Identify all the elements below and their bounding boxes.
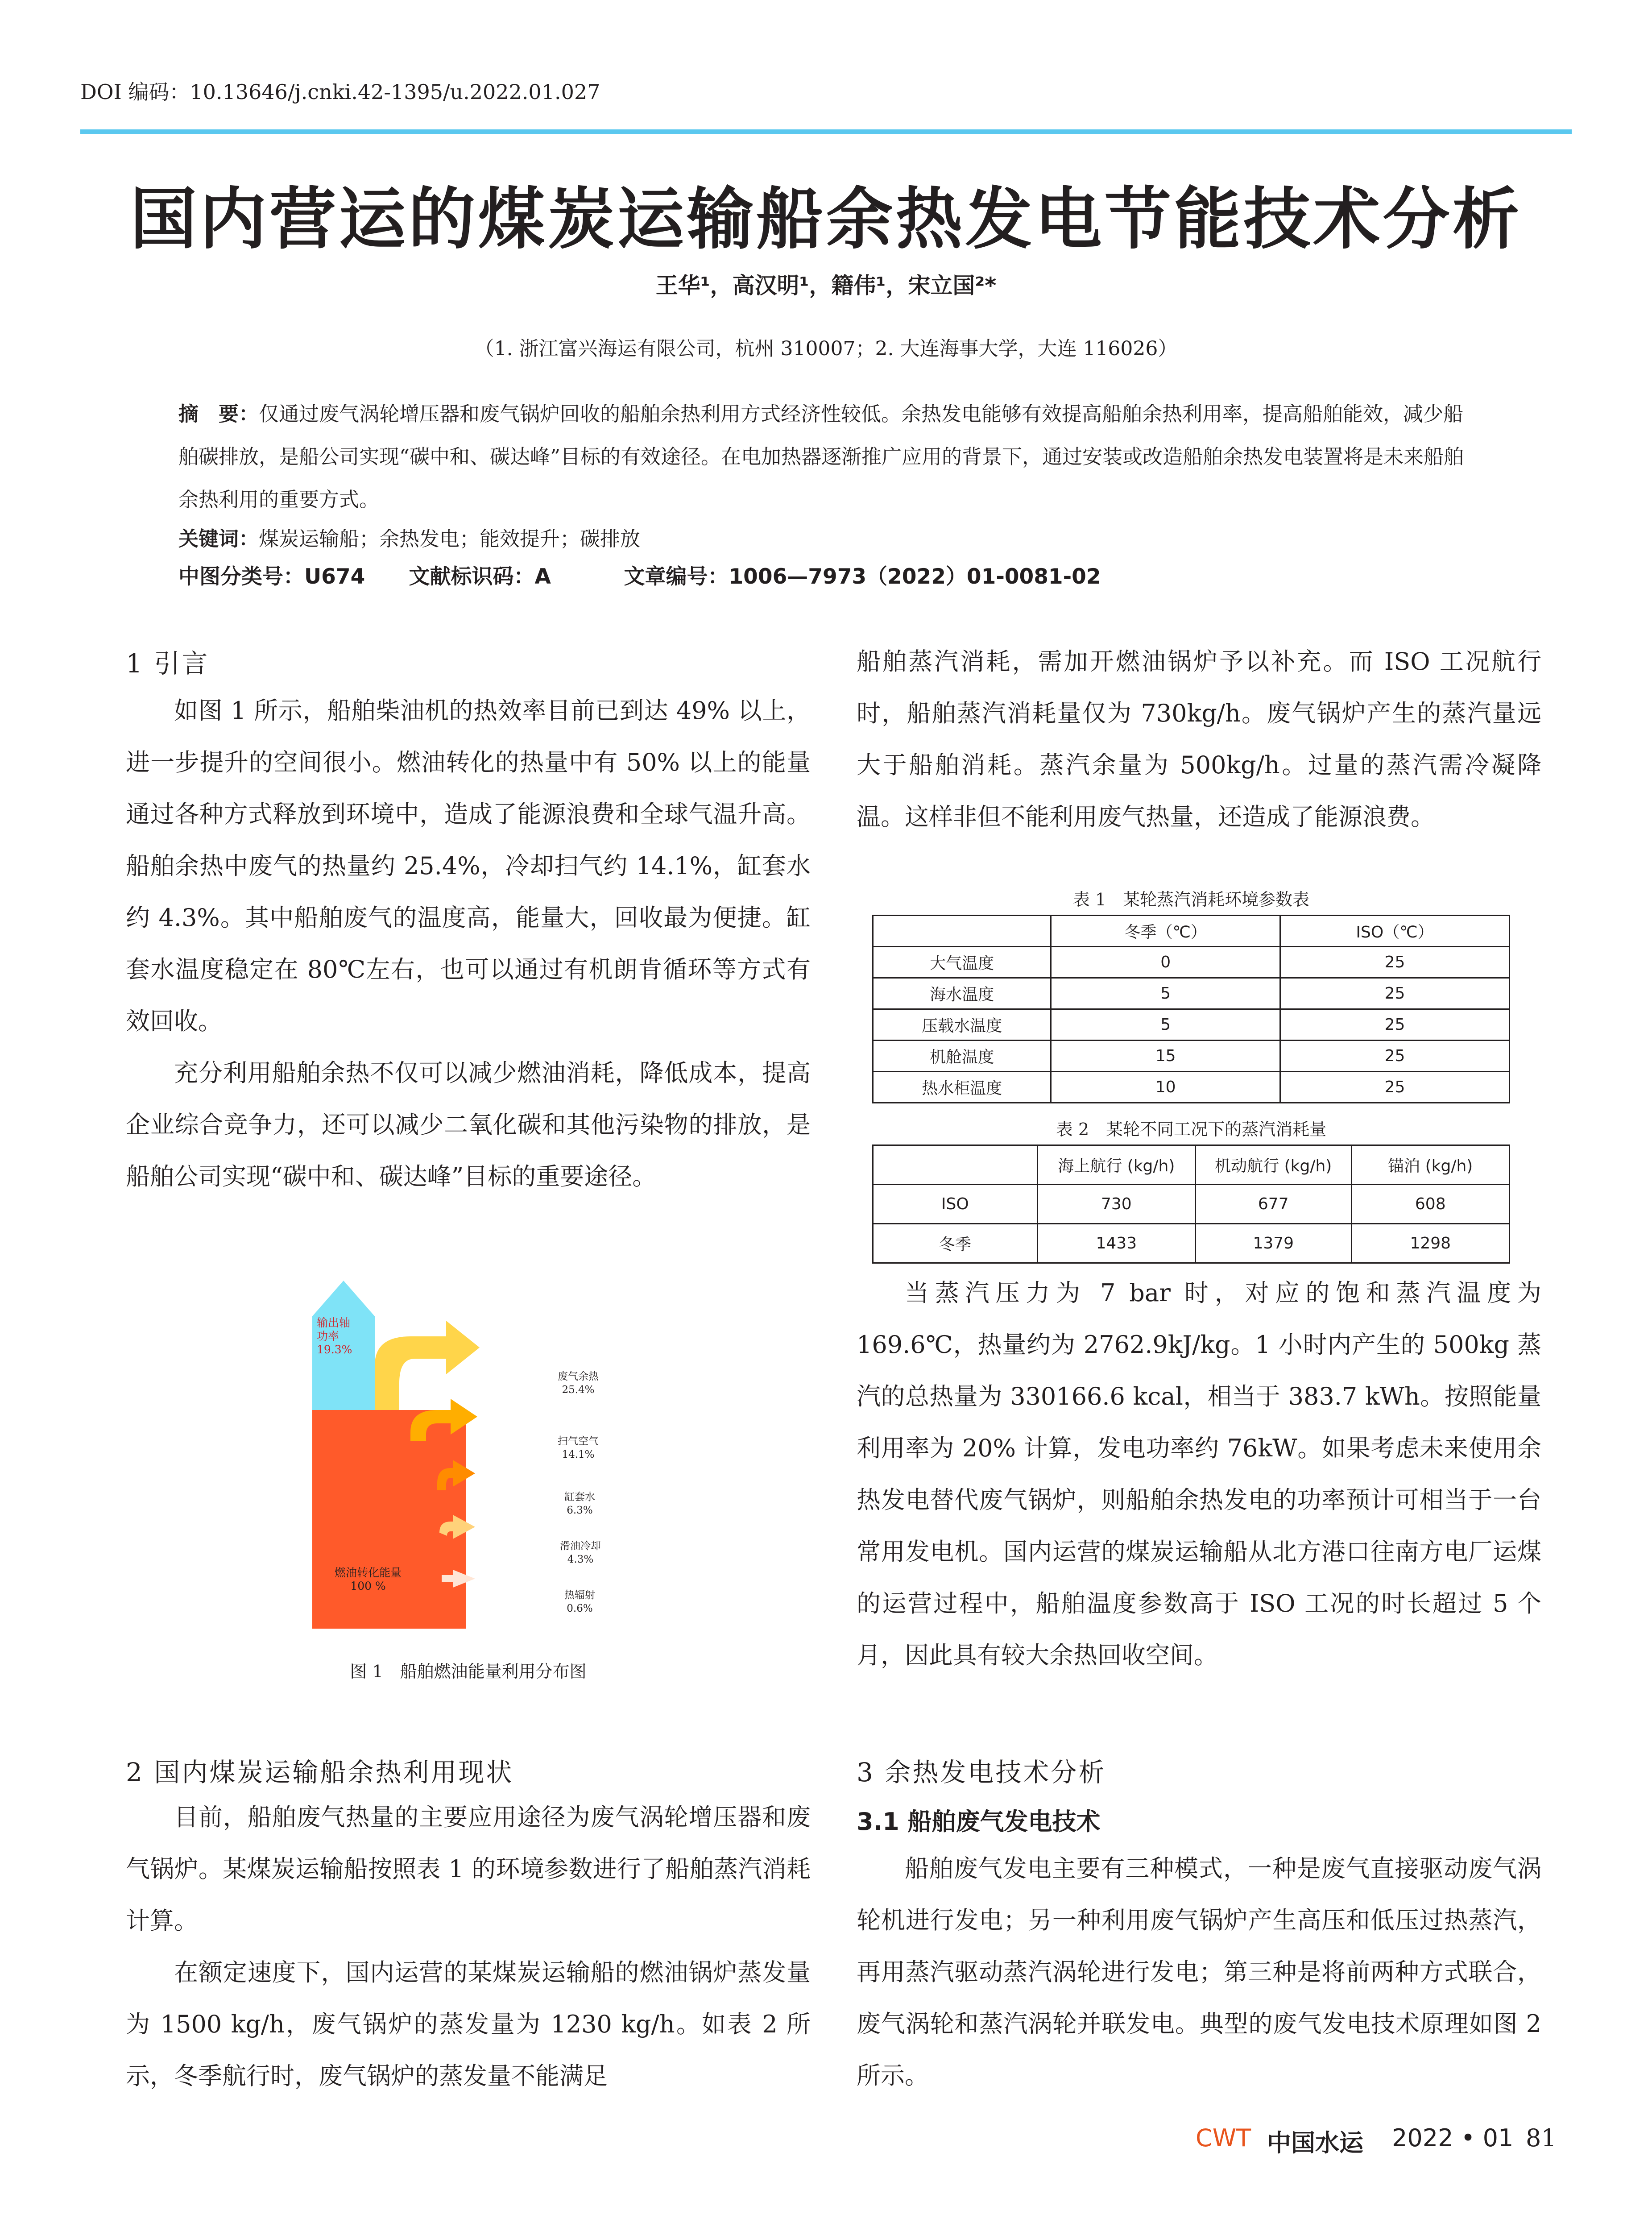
paragraph: 当蒸汽压力为 7 bar 时，对应的饱和蒸汽温度为 169.6℃，热量约为 2762.9kJ/kg。1 小时内产生的 500kg 蒸汽的总热量为 330166.6 kcal，相当于 383.7 kWh。按照能量利用率为 20% 计算，发电功率约 76kW。如果考虑未来使用余热发电替代废气锅炉，则船舶余热发电的功率预计可相当于一台常用发电机。国内运营的煤炭运输船从北方港口往南方电厂运煤的运营过程中，船舶温度参数高于 ISO 工况的时长超过 5 个月，因此具有较大余热回收空间。: [857, 1279, 1541, 1669]
table-cell: 大气温度: [873, 947, 1051, 978]
page-number: 81: [1526, 2124, 1557, 2152]
table-header-cell: 机动航行 (kg/h): [1196, 1145, 1352, 1185]
fuel-energy-block: [312, 1410, 466, 1629]
table-cell: 机舱温度: [873, 1041, 1051, 1072]
table-header-cell: [873, 916, 1051, 947]
affiliation: （1. 浙江富兴海运有限公司，杭州 310007；2. 大连海事大学，大连 116026）: [474, 337, 1178, 360]
paragraph: 充分利用船舶余热不仅可以减少燃油消耗，降低成本，提高企业综合竞争力，还可以减少二氧化碳和其他污染物的排放，是船舶公司实现“碳中和、碳达峰”目标的重要途径。: [126, 1059, 811, 1190]
table-2-caption: 表 2 某轮不同工况下的蒸汽消耗量: [1056, 1120, 1327, 1139]
author-list: 王华¹，高汉明¹，籍伟¹，宋立国²*: [655, 273, 997, 299]
journal-brand: CWT: [1196, 2124, 1251, 2152]
table-2: [872, 1145, 1510, 1264]
abstract: [178, 393, 1481, 521]
figure-1-caption: 图 1 船舶燃油能量利用分布图: [350, 1662, 587, 1681]
table-cell: 25: [1280, 978, 1510, 1009]
table-cell: 压载水温度: [873, 1009, 1051, 1041]
table-cell: 608: [1351, 1185, 1509, 1224]
abstract-label: 摘 要：: [178, 402, 259, 426]
table-cell: 0: [1051, 947, 1280, 978]
table-cell: 25: [1280, 947, 1510, 978]
abstract-text: 仅通过废气涡轮增压器和废气锅炉回收的船舶余热利用方式经济性较低。余热发电能够有效提高船舶余热利用率，提高船舶能效，减少船舶碳排放，是船公司实现“碳中和、碳达峰”目标的有效途径。在电加热器逐渐推广应用的背景下，通过安装或改造船舶余热发电装置将是未来船舶余热利用的重要方式。: [178, 402, 1464, 511]
table-row: [873, 1009, 1510, 1041]
journal-name: 中国水运: [1267, 2128, 1363, 2157]
article-title: 国内营运的煤炭运输船余热发电节能技术分析: [130, 180, 1522, 258]
table-cell: 730: [1037, 1185, 1195, 1224]
table-header-row: [873, 1145, 1510, 1185]
table-header-cell: [873, 1145, 1038, 1185]
table-1-caption: 表 1 某轮蒸汽消耗环境参数表: [1072, 890, 1310, 909]
output-label: 滑油冷却 4.3%: [560, 1540, 601, 1565]
paragraph: 在额定速度下，国内运营的某煤炭运输船的燃油锅炉蒸发量为 1500 kg/h，废气锅炉的蒸发量为 1230 kg/h。如表 2 所示，冬季航行时，废气锅炉的蒸发量不能满足: [126, 1958, 811, 2090]
shaft-power-label: 输出轴 功率 19.3%: [317, 1316, 352, 1356]
table-cell: 25: [1280, 1041, 1510, 1072]
table-cell: 1433: [1037, 1224, 1195, 1263]
table-cell: 5: [1051, 978, 1280, 1009]
table-row: [873, 1185, 1510, 1224]
output-label: 热辐射 0.6%: [564, 1589, 595, 1614]
table-cell: ISO: [873, 1185, 1038, 1224]
table-header-cell: 锚泊 (kg/h): [1351, 1145, 1509, 1185]
table-cell: 10: [1051, 1072, 1280, 1103]
exhaust-heat-arrow: [375, 1321, 480, 1410]
section-3-1-body: [857, 1843, 1541, 2102]
table-row: [873, 947, 1510, 978]
table-cell: 25: [1280, 1072, 1510, 1103]
keywords-text: 煤炭运输船；余热发电；能效提升；碳排放: [259, 527, 641, 551]
table-header-row: [873, 916, 1510, 947]
paragraph: 目前，船舶废气热量的主要应用途径为废气涡轮增压器和废气锅炉。某煤炭运输船按照表 1 的环境参数进行了船舶蒸汽消耗计算。: [126, 1803, 811, 1935]
table-cell: 海水温度: [873, 978, 1051, 1009]
table-row: [873, 1072, 1510, 1103]
output-label: 缸套水 6.3%: [564, 1491, 595, 1516]
table-cell: 677: [1196, 1185, 1352, 1224]
clc-number: 中图分类号：U674: [178, 564, 365, 589]
document-code: 文献标识码：A: [409, 564, 551, 589]
table-1: [872, 915, 1510, 1103]
section-1-body: [126, 685, 811, 1203]
table-cell: 冬季: [873, 1224, 1038, 1263]
doi-line: DOI 编码：10.13646/j.cnki.42-1395/u.2022.01.027: [80, 80, 600, 104]
table-cell: 1379: [1196, 1224, 1352, 1263]
table-row: [873, 978, 1510, 1009]
right-column-body: [857, 1267, 1541, 1681]
table-header-cell: 冬季（℃）: [1051, 916, 1280, 947]
keywords: [178, 518, 1481, 560]
figure-1: [308, 1281, 620, 1638]
paragraph: 如图 1 所示，船舶柴油机的热效率目前已到达 49% 以上，进一步提升的空间很小。燃油转化的热量中有 50% 以上的能量通过各种方式释放到环境中，造成了能源浪费和全球气温升高。船舶余热中废气的热量约 25.4%，冷却扫气约 14.1%，缸套水约 4.3%。其中船舶废气的温度高，能量大，回收最为便捷。缸套水温度稳定在 80℃左右，也可以通过有机朗肯循环等方式有效回收。: [126, 697, 811, 1035]
journal-issue: 2022 • 01: [1392, 2124, 1514, 2152]
section-3-heading: 3 余热发电技术分析: [857, 1757, 1106, 1787]
table-header-cell: ISO（℃）: [1280, 916, 1510, 947]
section-1-heading: 1 引言: [126, 648, 210, 679]
paragraph: 船舶蒸汽消耗，需加开燃油锅炉予以补充。而 ISO 工况航行时，船舶蒸汽消耗量仅为 730kg/h。废气锅炉产生的蒸汽量远大于船舶消耗。蒸汽余量为 500kg/h。过量的蒸汽需冷凝降温。这样非但不能利用废气热量，还造成了能源浪费。: [857, 647, 1541, 831]
table-header-cell: 海上航行 (kg/h): [1037, 1145, 1195, 1185]
header-rule: [80, 129, 1572, 134]
table-row: [873, 1224, 1510, 1263]
section-3-1-heading: 3.1 船舶废气发电技术: [857, 1808, 1101, 1836]
table-cell: 1298: [1351, 1224, 1509, 1263]
output-label: 扫气空气 14.1%: [558, 1435, 599, 1460]
classification-line: [178, 560, 1101, 590]
keywords-label: 关键词：: [178, 527, 259, 551]
table-cell: 5: [1051, 1009, 1280, 1041]
paragraph: 船舶废气发电主要有三种模式，一种是废气直接驱动废气涡轮机进行发电；另一种利用废气锅炉产生高压和低压过热蒸汽，再用蒸汽驱动蒸汽涡轮进行发电；第三种是将前两种方式联合，废气涡轮和蒸汽涡轮并联发电。典型的废气发电技术原理如图 2 所示。: [857, 1854, 1541, 2090]
output-label: 废气余热 25.4%: [558, 1371, 599, 1396]
section-2-heading: 2 国内煤炭运输船余热利用现状: [126, 1757, 514, 1787]
fuel-energy-label: 燃油转化能量 100 %: [335, 1566, 402, 1592]
right-column-top-text: [857, 636, 1541, 843]
table-cell: 热水柜温度: [873, 1072, 1051, 1103]
section-2-body: [126, 1791, 811, 2102]
table-cell: 15: [1051, 1041, 1280, 1072]
table-row: [873, 1041, 1510, 1072]
article-number: 文章编号：1006—7973（2022）01-0081-02: [624, 564, 1101, 589]
table-cell: 25: [1280, 1009, 1510, 1041]
